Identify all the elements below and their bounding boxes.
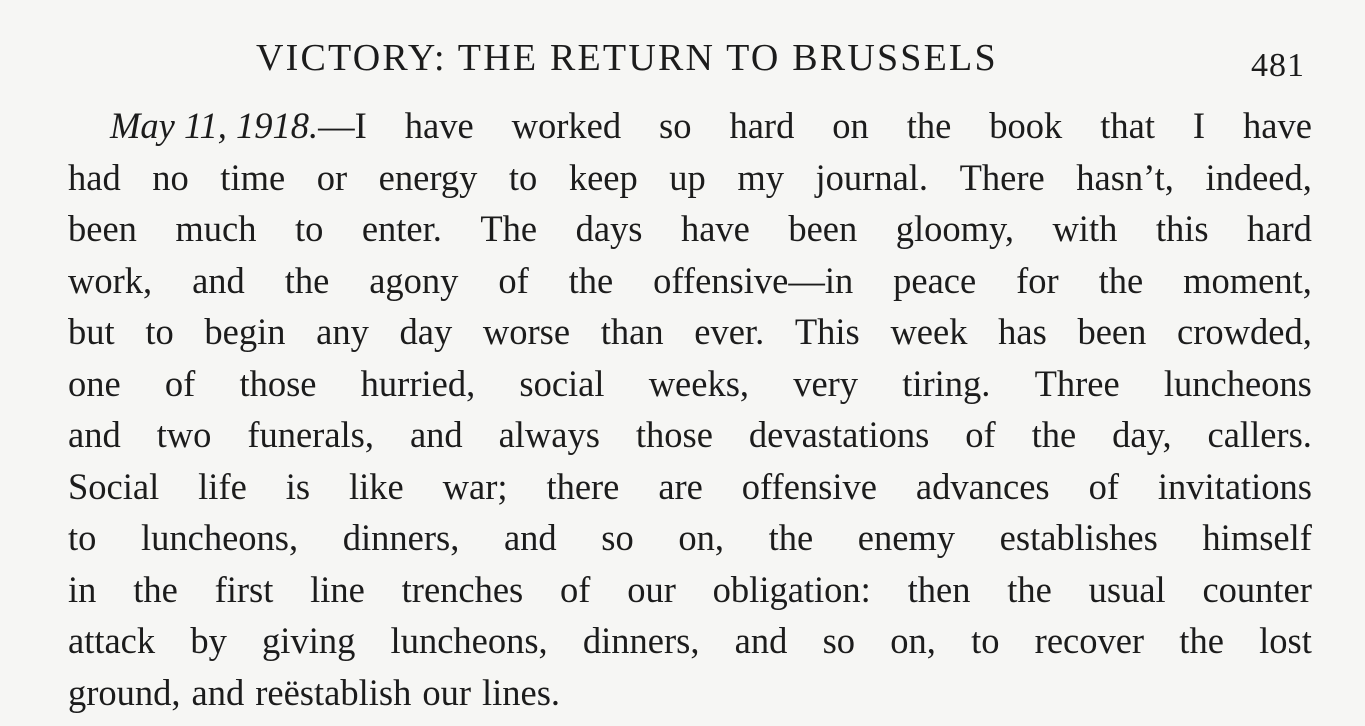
word: energy: [378, 156, 478, 198]
text-line: [68, 667, 1312, 719]
page-number: 481: [1251, 47, 1305, 84]
word: days: [575, 208, 643, 249]
word: hard: [729, 105, 795, 146]
word: so: [822, 620, 856, 661]
word: those: [239, 362, 317, 404]
word: attack: [68, 620, 156, 661]
word: This: [794, 311, 860, 352]
word: moment,: [1183, 259, 1312, 301]
word: the: [284, 259, 330, 301]
word: trenches: [401, 568, 524, 610]
word: agony: [369, 259, 459, 301]
text-line: [68, 152, 1312, 204]
word: so: [659, 105, 692, 146]
word: tiring.: [902, 362, 991, 404]
word: Social: [68, 465, 160, 507]
word: and: [409, 414, 463, 455]
word: been: [788, 208, 858, 249]
word: —I: [318, 105, 367, 146]
text-line: [68, 255, 1312, 307]
word: lost: [1259, 620, 1312, 661]
word: of: [560, 568, 591, 610]
word: advances: [915, 465, 1050, 507]
text-line: [68, 358, 1312, 410]
word: begin: [204, 311, 286, 352]
word: with: [1052, 208, 1118, 249]
word: war;: [442, 465, 508, 507]
word: up: [669, 156, 706, 198]
word: hurried,: [360, 362, 476, 404]
word: have: [1243, 105, 1312, 146]
word: dinners,: [582, 620, 700, 661]
word: book: [989, 105, 1063, 146]
word: funerals,: [247, 414, 375, 455]
word: our: [422, 671, 471, 713]
word: of: [1088, 465, 1119, 507]
word: and: [734, 620, 788, 661]
word: The: [480, 208, 538, 249]
word: on: [832, 105, 869, 146]
word: enter.: [361, 208, 442, 249]
word: I: [1192, 105, 1206, 146]
word: ground,: [68, 671, 181, 713]
word: like: [349, 465, 404, 507]
word: very: [793, 362, 859, 404]
word: life: [198, 465, 247, 507]
word: giving: [262, 620, 356, 661]
word: gloomy,: [895, 208, 1014, 249]
word: those: [635, 414, 713, 455]
word: of: [164, 362, 196, 404]
journal-entry: [68, 100, 1312, 718]
word: usual: [1088, 568, 1166, 610]
word: the: [1179, 620, 1224, 661]
running-title: VICTORY: THE RETURN TO BRUSSELS: [256, 37, 998, 79]
word: on,: [890, 620, 936, 661]
word: hasn’t,: [1076, 156, 1174, 198]
word: than: [600, 311, 664, 352]
word: worked: [511, 105, 622, 146]
word: recover: [1034, 620, 1145, 661]
word: luncheons,: [141, 517, 299, 558]
word: in: [68, 568, 97, 610]
word: one: [68, 362, 121, 404]
text-line: [68, 409, 1312, 461]
word: callers.: [1207, 414, 1312, 455]
word: had: [68, 156, 121, 198]
word: day,: [1112, 414, 1172, 455]
word: the: [1098, 259, 1144, 301]
word: no: [152, 156, 189, 198]
word: dinners,: [342, 517, 460, 558]
word: social: [519, 362, 605, 404]
word: establishes: [999, 517, 1158, 558]
word: to: [294, 208, 324, 249]
word: been: [1077, 311, 1147, 352]
word: of: [965, 414, 996, 455]
word: enemy: [857, 517, 956, 558]
word: always: [498, 414, 600, 455]
word: invitations: [1157, 465, 1312, 507]
word: much: [175, 208, 257, 249]
word: counter: [1202, 568, 1312, 610]
word: to: [68, 517, 97, 558]
word: is: [285, 465, 311, 507]
word: offensive: [741, 465, 877, 507]
word-group: [110, 100, 367, 152]
word: and: [191, 671, 245, 713]
word: my: [737, 156, 784, 198]
word: There: [959, 156, 1045, 198]
word: but: [68, 311, 115, 352]
word: and: [68, 414, 121, 455]
word: two: [156, 414, 212, 455]
word: reëstablish: [255, 671, 412, 713]
word: are: [658, 465, 703, 507]
text-line: [68, 564, 1312, 616]
word: have: [404, 105, 474, 146]
text-line: [68, 615, 1312, 667]
word: then: [907, 568, 971, 610]
word: luncheons: [1163, 362, 1312, 404]
word: lines.: [481, 671, 561, 713]
word: Three: [1034, 362, 1120, 404]
word: the: [133, 568, 178, 610]
word: any: [316, 311, 369, 352]
word: peace: [893, 259, 977, 301]
word: himself: [1202, 517, 1312, 558]
word: for: [1016, 259, 1059, 301]
text-line: [68, 306, 1312, 358]
word: the: [1031, 414, 1077, 455]
entry-date: May 11, 1918.: [110, 105, 319, 146]
word: has: [998, 311, 1047, 352]
word: to: [971, 620, 1000, 661]
word: week: [890, 311, 968, 352]
word: and: [192, 259, 245, 301]
running-head: [0, 30, 1365, 86]
word: crowded,: [1177, 311, 1312, 352]
word: this: [1155, 208, 1209, 249]
word: worse: [482, 311, 571, 352]
word: work,: [68, 259, 153, 301]
word: of: [498, 259, 529, 301]
word: first: [214, 568, 274, 610]
word: have: [680, 208, 750, 249]
word: journal.: [815, 156, 929, 198]
word: keep: [568, 156, 638, 198]
word: to: [508, 156, 538, 198]
word: indeed,: [1205, 156, 1312, 198]
word: by: [190, 620, 227, 661]
word: hard: [1247, 208, 1312, 249]
text-line: [68, 512, 1312, 564]
word: been: [68, 208, 137, 249]
word: weeks,: [648, 362, 750, 404]
word: ever.: [694, 311, 765, 352]
word: line: [310, 568, 365, 610]
word: devastations: [748, 414, 930, 455]
word: there: [546, 465, 620, 507]
word: so: [601, 517, 634, 558]
text-line: [68, 100, 1312, 152]
word: the: [568, 259, 614, 301]
word: on,: [678, 517, 724, 558]
word: or: [316, 156, 348, 198]
text-line: [68, 461, 1312, 513]
text-line: [68, 203, 1312, 255]
word: our: [627, 568, 676, 610]
word: offensive—in: [653, 259, 854, 301]
word: time: [220, 156, 286, 198]
word: to: [145, 311, 174, 352]
word: the: [1007, 568, 1052, 610]
word: that: [1100, 105, 1155, 146]
word: day: [399, 311, 453, 352]
word: obligation:: [712, 568, 871, 610]
word: the: [768, 517, 814, 558]
word: luncheons,: [390, 620, 548, 661]
word: and: [503, 517, 557, 558]
word: the: [906, 105, 952, 146]
